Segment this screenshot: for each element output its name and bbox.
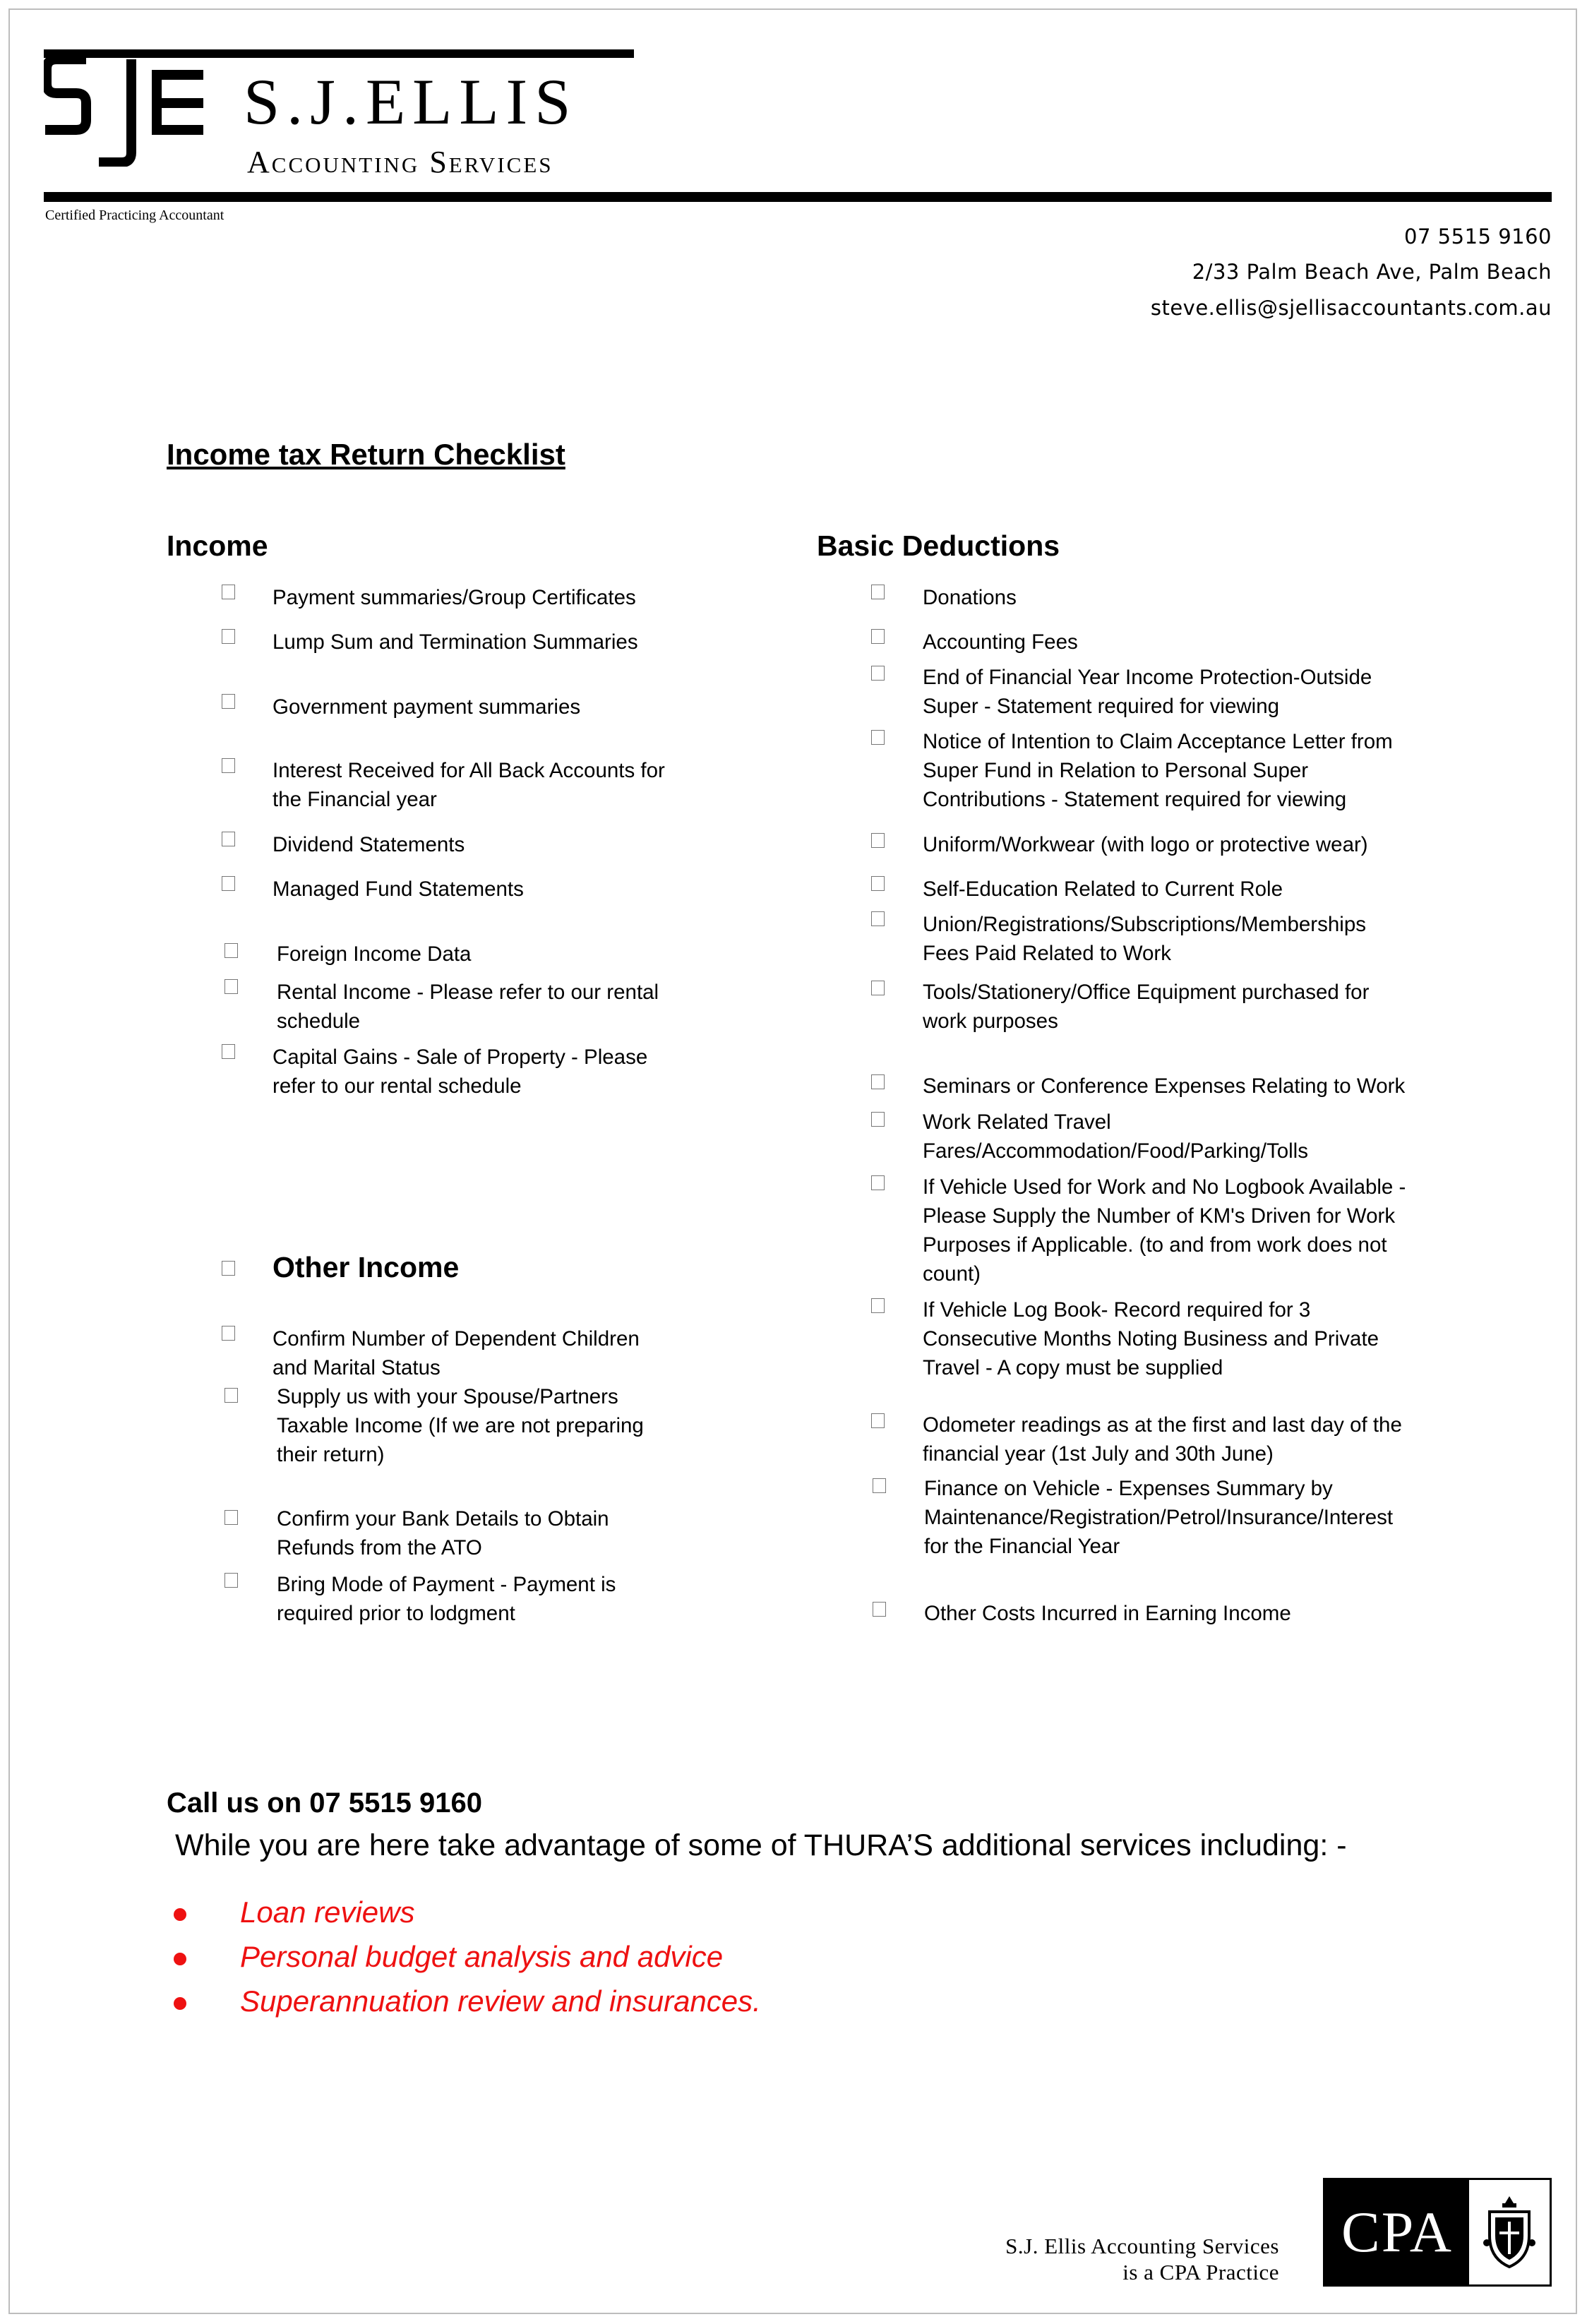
checkbox[interactable] <box>871 585 885 599</box>
checklist-item: Payment summaries/Group Certificates <box>273 586 636 609</box>
checklist-item: Dividend Statements <box>273 833 465 856</box>
checklist-item: End of Financial Year Income Protection-Outside Super - Statement required for viewing <box>923 666 1372 718</box>
checkbox[interactable] <box>222 758 235 773</box>
practice-line-1: S.J. Ellis Accounting Services <box>1005 2234 1279 2258</box>
company-name: S.J.ELLIS <box>244 66 578 138</box>
bullet-icon <box>174 1953 186 1965</box>
checklist-item: If Vehicle Used for Work and No Logbook Available - Please Supply the Number of KM's Driven for Work Purposes if Applicable. (to and from work does not count) <box>923 1175 1406 1286</box>
service-item: Superannuation review and insurances. <box>240 1984 761 2018</box>
checkbox[interactable] <box>224 1388 238 1403</box>
checkbox[interactable] <box>871 833 885 848</box>
checkbox[interactable] <box>871 629 885 644</box>
checkbox[interactable] <box>871 666 885 681</box>
other-income-heading: Other Income <box>273 1251 460 1283</box>
checkbox[interactable] <box>222 629 235 644</box>
checkbox[interactable] <box>222 876 235 891</box>
checkbox[interactable] <box>871 1074 885 1089</box>
contact-phone: 07 5515 9160 <box>1404 224 1552 248</box>
promo-text: While you are here take advantage of some of THURA’S additional services including: - <box>175 1828 1347 1862</box>
checklist-item: Government payment summaries <box>273 695 581 719</box>
checkbox[interactable] <box>871 876 885 891</box>
checklist-item: Capital Gains - Sale of Property - Please refer to our rental schedule <box>273 1046 648 1098</box>
checklist-item: Self-Education Related to Current Role <box>923 878 1283 901</box>
checklist-item: Confirm Number of Dependent Children and Marital Status <box>273 1327 640 1379</box>
checklist-item: Uniform/Workwear (with logo or protective wear) <box>923 833 1368 856</box>
checkbox[interactable] <box>871 1175 885 1190</box>
deductions-heading: Basic Deductions <box>817 529 1060 562</box>
service-item: Loan reviews <box>240 1895 415 1929</box>
checkbox[interactable] <box>873 1602 886 1617</box>
checkbox[interactable] <box>871 1298 885 1313</box>
checklist-item: Seminars or Conference Expenses Relating to Work <box>923 1074 1406 1098</box>
other-income-checkbox[interactable] <box>222 1261 235 1276</box>
checklist-item: Interest Received for All Back Accounts for the Financial year <box>273 759 665 811</box>
checklist-item: Lump Sum and Termination Summaries <box>273 630 638 654</box>
checkbox[interactable] <box>224 979 238 994</box>
checklist-item: Notice of Intention to Claim Acceptance Letter from Super Fund in Relation to Personal Super Contributions - Statement required for viewing <box>923 730 1393 811</box>
checkbox[interactable] <box>873 1478 886 1493</box>
checklist-item: Rental Income - Please refer to our rental schedule <box>277 981 659 1033</box>
checkbox[interactable] <box>224 1573 238 1588</box>
checkbox[interactable] <box>871 981 885 995</box>
checklist-item: Other Costs Incurred in Earning Income <box>924 1602 1291 1625</box>
company-subtitle: Accounting Services <box>247 145 553 179</box>
checkbox[interactable] <box>871 911 885 926</box>
checklist-item: Finance on Vehicle - Expenses Summary by Maintenance/Registration/Petrol/Insurance/Interest for the Financial Year <box>924 1477 1394 1558</box>
checklist-item: Confirm your Bank Details to Obtain Refunds from the ATO <box>277 1507 609 1559</box>
checklist-item: Donations <box>923 586 1017 609</box>
certification-text: Certified Practicing Accountant <box>45 208 224 223</box>
page-title: Income tax Return Checklist <box>167 438 565 471</box>
service-item: Personal budget analysis and advice <box>240 1940 724 1973</box>
checkbox[interactable] <box>871 1112 885 1127</box>
contact-address: 2/33 Palm Beach Ave, Palm Beach <box>1192 260 1552 284</box>
checklist-item: Supply us with your Spouse/Partners Taxable Income (If we are not preparing their return) <box>277 1385 644 1466</box>
income-heading: Income <box>167 529 268 562</box>
checkbox[interactable] <box>222 694 235 709</box>
call-to-action: Call us on 07 5515 9160 <box>167 1787 482 1819</box>
checklist-item: Managed Fund Statements <box>273 878 524 901</box>
checkbox[interactable] <box>222 1044 235 1059</box>
checklist-item: If Vehicle Log Book- Record required for 3 Consecutive Months Noting Business and Private Travel - A copy must be supplied <box>923 1298 1379 1379</box>
header-top-bar <box>44 49 634 58</box>
checkbox[interactable] <box>222 1326 235 1341</box>
contact-email: steve.ellis@sjellisaccountants.com.au <box>1150 296 1552 320</box>
checkbox[interactable] <box>871 1413 885 1428</box>
checkbox[interactable] <box>871 730 885 745</box>
bullet-icon <box>174 1908 186 1921</box>
sje-monogram-logo <box>44 47 206 167</box>
checklist-item: Union/Registrations/Subscriptions/Memberships Fees Paid Related to Work <box>923 913 1366 965</box>
checklist-item: Tools/Stationery/Office Equipment purchased for work purposes <box>923 981 1370 1033</box>
cpa-crest-icon <box>1481 2193 1538 2271</box>
checklist-item: Bring Mode of Payment - Payment is required prior to lodgment <box>277 1573 616 1625</box>
bullet-icon <box>174 1997 186 2010</box>
checkbox[interactable] <box>224 1510 238 1525</box>
checkbox[interactable] <box>224 943 238 958</box>
practice-line-2: is a CPA Practice <box>1122 2260 1279 2284</box>
header-rule <box>44 192 1552 202</box>
cpa-label: CPA <box>1325 2180 1469 2284</box>
checklist-item: Foreign Income Data <box>277 942 472 966</box>
checklist-item: Odometer readings as at the first and last day of the financial year (1st July and 30th June) <box>923 1413 1402 1466</box>
checklist-item: Work Related Travel Fares/Accommodation/Food/Parking/Tolls <box>923 1110 1308 1163</box>
checklist-item: Accounting Fees <box>923 630 1078 654</box>
checkbox[interactable] <box>222 585 235 599</box>
cpa-logo <box>1323 2178 1552 2287</box>
checkbox[interactable] <box>222 832 235 846</box>
